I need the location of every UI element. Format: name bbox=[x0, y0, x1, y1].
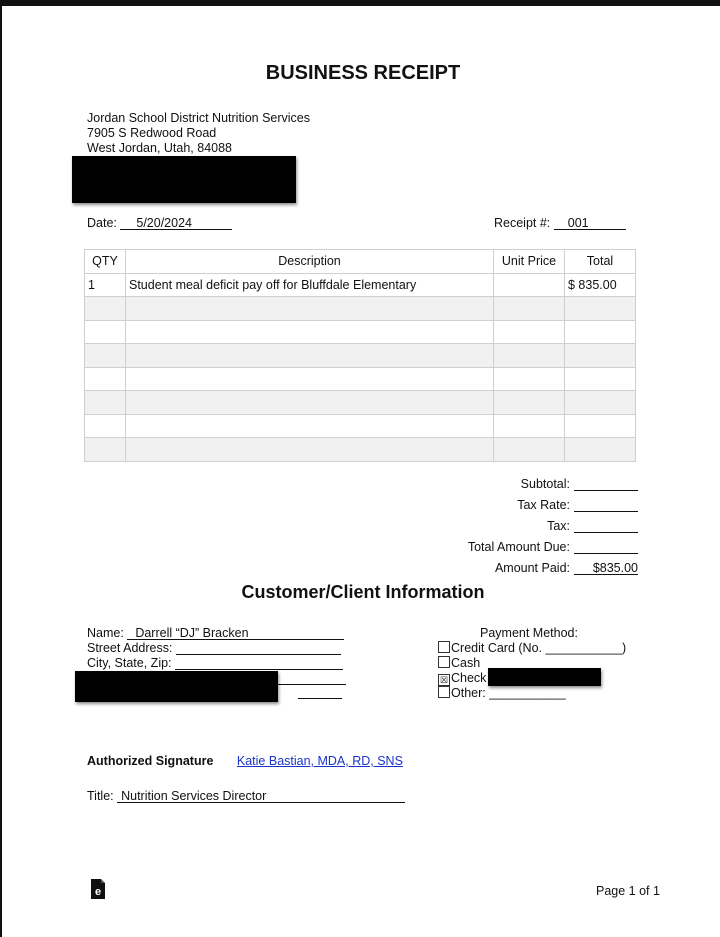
title-line bbox=[117, 789, 405, 803]
tax-rate-row bbox=[517, 498, 638, 512]
header-total: Total bbox=[565, 250, 636, 274]
table-row bbox=[85, 367, 636, 391]
cell-qty: 1 bbox=[85, 273, 126, 297]
table-row bbox=[85, 414, 636, 438]
customer-name-label: Name: bbox=[87, 626, 124, 640]
cell-qty bbox=[85, 438, 126, 462]
cell-qty bbox=[85, 367, 126, 391]
tax-row bbox=[547, 519, 638, 533]
vendor-city: West Jordan, Utah, 84088 bbox=[87, 141, 232, 155]
redaction-block bbox=[488, 668, 601, 686]
other-label: Other: ___________ bbox=[451, 686, 566, 700]
payment-check bbox=[438, 671, 486, 686]
cell-description bbox=[126, 414, 494, 438]
document-logo-icon bbox=[90, 878, 106, 900]
vendor-street: 7905 S Redwood Road bbox=[87, 126, 217, 140]
cell-unit-price bbox=[494, 438, 565, 462]
city-state-zip-label: City, State, Zip: bbox=[87, 656, 172, 670]
cell-unit-price bbox=[494, 297, 565, 321]
payment-other bbox=[438, 686, 566, 700]
date-value-line bbox=[120, 216, 232, 230]
cell-total bbox=[565, 297, 636, 321]
left-border bbox=[0, 6, 2, 937]
subtotal-row bbox=[521, 477, 638, 491]
cell-total bbox=[565, 391, 636, 415]
page-number: Page 1 of 1 bbox=[596, 884, 660, 898]
subtotal-line bbox=[574, 477, 638, 491]
tax-rate-line bbox=[574, 498, 638, 512]
cash-checkbox[interactable] bbox=[438, 656, 450, 668]
amount-paid-value: $835.00 bbox=[592, 561, 638, 575]
cell-qty bbox=[85, 391, 126, 415]
street-address-line bbox=[176, 641, 341, 655]
cell-description bbox=[126, 320, 494, 344]
cell-description bbox=[126, 344, 494, 368]
table-row bbox=[85, 344, 636, 368]
payment-credit-card bbox=[438, 641, 626, 655]
cell-total bbox=[565, 320, 636, 344]
credit-card-checkbox[interactable] bbox=[438, 641, 450, 653]
customer-section-title: Customer/Client Information bbox=[241, 582, 485, 602]
cell-total bbox=[565, 414, 636, 438]
tax-rate-label: Tax Rate: bbox=[517, 498, 570, 512]
other-checkbox[interactable] bbox=[438, 686, 450, 698]
total-due-line bbox=[574, 540, 638, 554]
city-state-zip-field bbox=[87, 656, 343, 670]
subtotal-label: Subtotal: bbox=[520, 477, 570, 491]
date-field bbox=[87, 216, 232, 230]
city-state-zip-line bbox=[175, 656, 343, 670]
vendor-name: Jordan School District Nutrition Services bbox=[87, 111, 310, 125]
cell-total bbox=[565, 367, 636, 391]
cell-unit-price bbox=[494, 320, 565, 344]
table-header-row bbox=[85, 250, 636, 274]
street-address-field bbox=[87, 641, 341, 655]
redaction-block bbox=[72, 156, 296, 203]
credit-card-label: Credit Card (No. ___________) bbox=[451, 641, 627, 655]
top-border bbox=[0, 0, 720, 6]
amount-paid-label: Amount Paid: bbox=[494, 561, 570, 575]
redaction-block bbox=[75, 671, 278, 702]
cell-description bbox=[126, 297, 494, 321]
receipt-value-line bbox=[554, 216, 626, 230]
cell-unit-price bbox=[494, 414, 565, 438]
header-unit-price: Unit Price bbox=[494, 250, 565, 274]
cell-qty bbox=[85, 320, 126, 344]
check-checkbox[interactable]: ☒ bbox=[439, 675, 449, 685]
cell-qty bbox=[85, 344, 126, 368]
payment-cash bbox=[438, 656, 480, 670]
cell-description bbox=[126, 438, 494, 462]
table-row bbox=[85, 273, 636, 297]
street-address-label: Street Address: bbox=[87, 641, 173, 655]
receipt-label: Receipt #: bbox=[494, 216, 551, 230]
payment-method-label: Payment Method: bbox=[480, 626, 578, 640]
page-title: BUSINESS RECEIPT bbox=[265, 62, 461, 84]
title-field bbox=[87, 789, 405, 803]
table-row bbox=[85, 320, 636, 344]
tax-label: Tax: bbox=[547, 519, 570, 533]
receipt-number-field bbox=[494, 216, 626, 230]
header-description: Description bbox=[126, 250, 494, 274]
items-table bbox=[84, 249, 636, 462]
cell-qty bbox=[85, 414, 126, 438]
blank-line bbox=[298, 686, 342, 699]
table-row bbox=[85, 438, 636, 462]
date-label: Date: bbox=[87, 216, 117, 230]
customer-name-value: Darrell “DJ” Bracken bbox=[135, 626, 249, 640]
customer-name-field bbox=[87, 626, 344, 640]
total-due-label: Total Amount Due: bbox=[467, 540, 570, 554]
receipt-value: 001 bbox=[567, 216, 589, 230]
total-due-row bbox=[468, 540, 638, 554]
signature-field bbox=[87, 754, 423, 768]
cell-description bbox=[126, 391, 494, 415]
svg-text:e: e bbox=[94, 886, 102, 898]
date-value: 5/20/2024 bbox=[136, 216, 192, 230]
title-label: Title: bbox=[87, 789, 114, 803]
cell-total bbox=[565, 344, 636, 368]
cell-total bbox=[565, 438, 636, 462]
cash-label: Cash bbox=[451, 656, 481, 670]
amount-paid-row bbox=[495, 561, 638, 575]
cell-description bbox=[126, 367, 494, 391]
blank-line bbox=[276, 671, 346, 685]
check-label: Check bbox=[451, 671, 487, 685]
cell-description: Student meal deficit pay off for Bluffdale Elementary bbox=[126, 273, 494, 297]
cell-unit-price bbox=[494, 391, 565, 415]
customer-name-line bbox=[127, 626, 344, 640]
signature-label: Authorized Signature bbox=[87, 754, 214, 768]
table-row bbox=[85, 297, 636, 321]
title-value: Nutrition Services Director bbox=[121, 789, 267, 803]
cell-unit-price bbox=[494, 367, 565, 391]
cell-total: $ 835.00 bbox=[565, 273, 636, 297]
cell-qty bbox=[85, 297, 126, 321]
amount-paid-line bbox=[574, 561, 638, 575]
cell-unit-price bbox=[494, 273, 565, 297]
tax-line bbox=[574, 519, 638, 533]
signature-value[interactable]: Katie Bastian, MDA, RD, SNS bbox=[236, 754, 403, 768]
header-qty: QTY bbox=[85, 250, 126, 274]
table-row bbox=[85, 391, 636, 415]
cell-unit-price bbox=[494, 344, 565, 368]
